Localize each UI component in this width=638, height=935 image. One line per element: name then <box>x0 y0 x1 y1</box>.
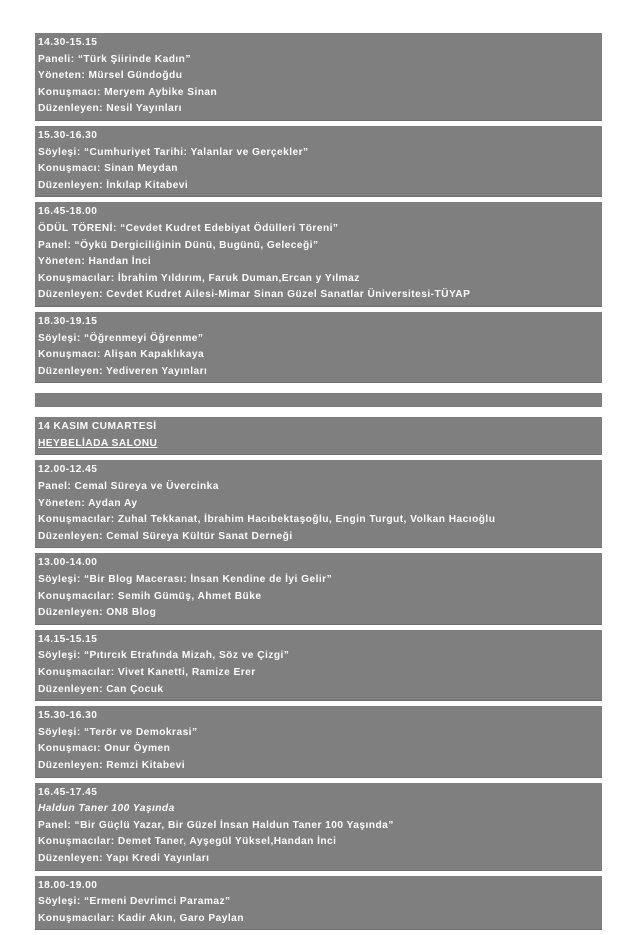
event-detail-line: Söyleşi: “Cumhuriyet Tarihi: Yalanlar ve Gerçekler” <box>38 146 309 158</box>
event-detail-line: Düzenleyen: Nesil Yayınları <box>38 103 182 115</box>
event-time: 16.45-17.45 <box>38 786 98 798</box>
event-time: 18.00-19.00 <box>38 879 98 891</box>
day-separator-bar <box>35 393 602 407</box>
event-detail-line: Söyleşi: “Pıtırcık Etrafında Mizah, Söz ve Çizgi” <box>38 650 290 662</box>
event-block <box>35 553 602 624</box>
event-detail-line: Konuşmacılar: Zuhal Tekkanat, İbrahim Hacıbektaşoğlu, Engin Turgut, Volkan Hacıoğlu <box>38 514 496 526</box>
hall-name: HEYBELİADA SALONU <box>38 437 158 449</box>
event-detail-line: Panel: Cemal Süreya ve Üvercinka <box>38 481 219 493</box>
schedule-list-bottom <box>35 460 602 930</box>
event-time: 18.30-19.15 <box>38 315 98 327</box>
event-detail-line: Konuşmacı: Onur Öymen <box>38 743 171 755</box>
event-block <box>35 33 602 121</box>
event-detail-line: Haldun Taner 100 Yaşında <box>38 803 175 815</box>
event-detail-line: Konuşmacılar: Kadir Akın, Garo Paylan <box>38 912 244 924</box>
program-page <box>35 33 602 935</box>
event-time: 15.30-16.30 <box>38 129 98 141</box>
event-detail-line: Söyleşi: “Ermeni Devrimci Paramaz” <box>38 896 231 908</box>
event-detail-line: ÖDÜL TÖRENİ: “Cevdet Kudret Edebiyat Ödülleri Töreni” <box>38 222 339 234</box>
event-detail-line: Yöneten: Handan İnci <box>38 256 152 268</box>
event-detail-line: Konuşmacılar: Semih Gümüş, Ahmet Büke <box>38 590 262 602</box>
event-detail-line: Yöneten: Aydan Ay <box>38 497 138 509</box>
event-detail-line: Düzenleyen: Can Çocuk <box>38 683 164 695</box>
event-detail-line: Konuşmacı: Alişan Kapaklıkaya <box>38 349 205 361</box>
event-detail-line: Konuşmacı: Sinan Meydan <box>38 163 178 175</box>
event-block <box>35 630 602 701</box>
event-time: 14.15-15.15 <box>38 633 98 645</box>
schedule-list-top <box>35 33 602 383</box>
day-header <box>35 417 602 455</box>
event-detail-line: Düzenleyen: Cemal Süreya Kültür Sanat Derneği <box>38 530 293 542</box>
event-detail-line: Panel: “Bir Güçlü Yazar, Bir Güzel İnsan Haldun Taner 100 Yaşında” <box>38 819 394 831</box>
event-detail-line: Konuşmacılar: İbrahim Yıldırım, Faruk Duman,Ercan y Yılmaz <box>38 272 360 284</box>
event-time: 12.00-12.45 <box>38 464 98 476</box>
event-time: 15.30-16.30 <box>38 710 98 722</box>
event-detail-line: Düzenleyen: Yapı Kredi Yayınları <box>38 852 210 864</box>
event-detail-line: Paneli: “Türk Şiirinde Kadın” <box>38 53 191 65</box>
event-block <box>35 202 602 307</box>
event-block <box>35 312 602 383</box>
event-detail-line: Söyleşi: “Terör ve Demokrasi” <box>38 726 198 738</box>
event-detail-line: Düzenleyen: ON8 Blog <box>38 607 157 619</box>
day-title: 14 KASIM CUMARTESİ <box>38 421 157 433</box>
event-time: 14.30-15.15 <box>38 37 98 48</box>
event-block <box>35 460 602 548</box>
event-block <box>35 706 602 777</box>
event-detail-line: Söyleşi: “Bir Blog Macerası: İnsan Kendine de İyi Gelir” <box>38 574 333 586</box>
event-detail-line: Panel: “Öykü Dergiciliğinin Dünü, Bugünü, Geleceği” <box>38 239 319 251</box>
event-detail-line: Söyleşi: “Öğrenmeyi Öğrenme” <box>38 332 204 344</box>
event-block <box>35 783 602 871</box>
event-detail-line: Düzenleyen: Yediveren Yayınları <box>38 365 208 377</box>
event-detail-line: Konuşmacılar: Demet Taner, Ayşegül Yüksel,Handan İnci <box>38 836 337 848</box>
event-detail-line: Düzenleyen: Remzi Kitabevi <box>38 759 186 771</box>
event-detail-line: Konuşmacılar: Vivet Kanetti, Ramize Erer <box>38 667 256 678</box>
event-time: 13.00-14.00 <box>38 557 98 569</box>
event-detail-line: Düzenleyen: İnkılap Kitabevi <box>38 179 189 191</box>
event-detail-line: Düzenleyen: Cevdet Kudret Ailesi-Mimar Sinan Güzel Sanatlar Üniversitesi-TÜYAP <box>38 289 471 301</box>
event-block <box>35 126 602 197</box>
event-detail-line: Konuşmacı: Meryem Aybike Sinan <box>38 86 218 98</box>
event-time: 16.45-18.00 <box>38 206 98 218</box>
event-detail-line: Yöneten: Mürsel Gündoğdu <box>38 70 183 82</box>
